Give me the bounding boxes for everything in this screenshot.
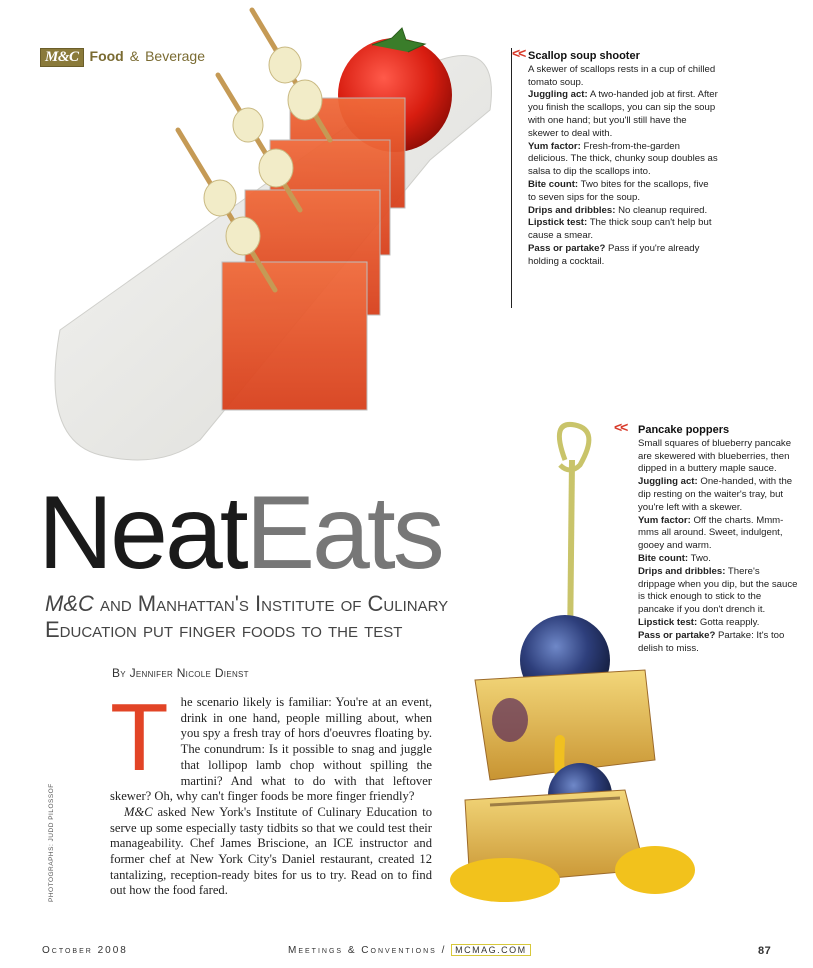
scallop-shooter-photo [0,0,500,470]
row-text: Off the charts. Mmm-mms all around. Sweet, indulgent, gooey and warm. [638,514,784,552]
sidebar-row [638,566,798,617]
sidebar-intro: Small squares of blueberry pancake are skewered with blueberries, then dipped in a buttery maple sauce. [638,437,792,475]
page-number: 87 [758,945,772,957]
sidebar-pancake [614,419,798,655]
subhead [45,591,515,643]
chevron-left-icon: << [512,45,525,61]
sidebar-title: Pancake poppers [638,424,730,436]
headline-neat: Neat [38,475,246,591]
footer-url-link[interactable]: MCMAG.COM [451,944,531,956]
footer-date: October 2008 [42,945,128,956]
row-label: Yum factor: [528,140,581,152]
row-text: Two bites for the scallops, five to seven sips for the soup. [528,178,709,203]
paragraph-2-text: asked New York's Institute of Culinary Education to serve up some especially tasty tidbits so that we could test their manageability. Chef James Briscione, an ICE instructor and former chef at New York City's Daniel restaurant, created 12 tantalizing, reception-ready bites for us to try. Read on to find out how the food fared. [110,804,432,898]
section-food: Food [89,48,124,64]
row-text: Fresh-from-the-garden delicious. The thick, chunky soup doubles as salsa to dip the scallops into. [528,140,718,178]
paragraph-1-text: he scenario likely is familiar: You're at an event, drink in one hand, people milling about, when you spy a fresh tray of hors d'oeuvres floating by. The conundrum: Is it possible to snag and juggle that lollipop lamb chop without spilling the martini? And what to do with that leftover skewer? Oh, why can't finger foods be more finger friendly? [110,695,432,804]
sidebar-row [638,476,798,514]
row-label: Juggling act: [528,89,588,101]
row-text: One-handed, with the dip resting on the waiter's tray, but you're left with a skewer. [638,476,793,513]
row-label: Lipstick test: [528,217,588,229]
row-label: Bite count: [638,552,689,564]
row-text: A two-handed job at first. After you finish the scallops, you can sip the soup with one hand; but you'll still have the skewer to deal with. [528,89,718,139]
row-label: Bite count: [528,178,579,190]
row-label: Yum factor: [638,514,691,526]
row-text: Pass if you're already holding a cocktail. [528,242,700,267]
subhead-text: and Manhattan's Institute of Culinary Education put finger foods to the test [45,591,449,642]
row-text: Partake: It's too delish to miss. [638,629,785,654]
article-body [110,684,432,899]
sidebar-row [528,89,718,140]
paragraph-2-mc: M&C [124,804,153,819]
sidebar-row [638,617,798,630]
sidebar-scallop [512,45,718,269]
headline [38,475,442,591]
sidebar-row [528,179,718,205]
row-label: Drips and dribbles: [528,204,616,216]
row-label: Pass or partake? [638,629,716,641]
row-label: Lipstick test: [638,616,698,628]
headline-eats: Eats [245,475,442,591]
paragraph-1 [110,684,432,805]
row-text: No cleanup required. [618,204,708,216]
sidebar-row [528,141,718,179]
chevron-left-icon: << [614,419,627,435]
row-label: Drips and dribbles: [638,565,726,577]
sidebar-row [528,217,718,243]
sidebar-intro: A skewer of scallops rests in a cup of chilled tomato soup. [528,63,716,88]
sidebar-row [528,205,718,218]
sidebar-row [638,553,798,566]
subhead-mc: M&C [45,591,94,616]
sidebar-row [638,515,798,553]
row-text: Two. [690,552,711,564]
mc-logo: M&C [40,48,84,67]
sidebar-title: Scallop soup shooter [528,50,640,62]
sidebar-row [638,630,798,656]
row-label: Pass or partake? [528,242,606,254]
column-divider [511,48,512,308]
row-text: There's drippage when you dip, but the sauce is thick enough to stick to the pancake if you don't drench it. [638,565,798,616]
sidebar-row [528,243,718,269]
row-text: Gotta reapply. [699,616,760,628]
paragraph-2 [110,805,432,899]
section-beverage: Beverage [145,48,206,64]
row-text: The thick soup can't help but cause a smear. [528,217,712,242]
footer-publication [288,945,531,956]
footer-publication-name: Meetings & Conventions / [288,945,447,956]
row-label: Juggling act: [638,476,698,488]
byline: By Jennifer Nicole Dienst [112,666,249,680]
photo-credit: PHOTOGRAPHS: JUDD PILOSSOF [48,783,55,902]
section-amp: & [129,48,140,64]
drop-cap: T [110,684,169,791]
